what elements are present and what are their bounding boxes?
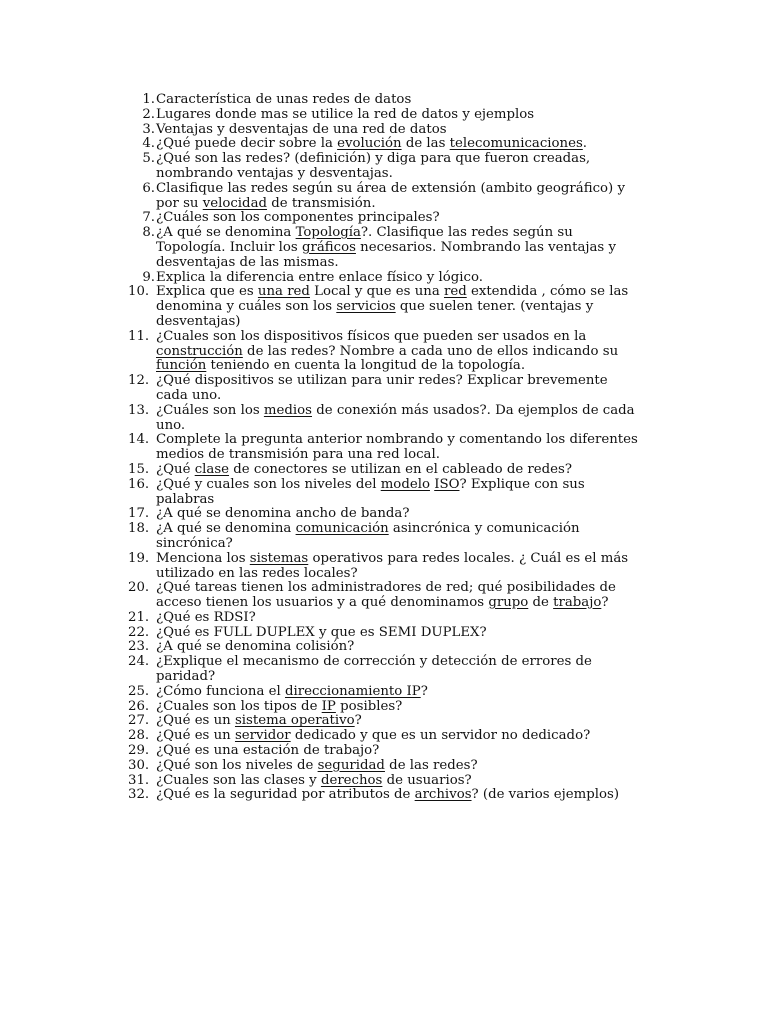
underlined-term: ISO [434,476,460,492]
underlined-term: telecomunicaciones [449,136,583,152]
question-text [156,210,440,225]
underlined-term: sistema operativo [234,713,355,729]
question-text-segment: ¿Explique el mecanismo de corrección y detección de errores de paridad? [156,654,592,685]
question-item [128,522,638,552]
question-text-segment: ¿Qué y cuales son los niveles del [156,476,381,492]
question-item [128,729,638,744]
question-number: 20. [128,580,150,596]
question-item [128,463,638,478]
question-text-segment: de conectores se utilizan en el cableado de redes? [229,461,572,477]
question-text-segment: ¿Qué puede decir sobre la [156,136,338,152]
question-number: 25. [128,683,150,699]
underlined-term: gráficos [302,239,356,255]
question-number: 16. [128,476,150,492]
question-item [128,182,638,212]
question-item [128,433,638,463]
question-text-segment: ¿Qué es RDSI? [156,609,256,625]
question-text-segment: Ventajas y desventajas de una red de datos [156,121,447,137]
question-text-segment: ¿Cuales son los tipos de [156,698,322,714]
underlined-term: seguridad [317,757,385,773]
question-item [128,404,638,434]
question-text [156,580,616,610]
underlined-term: construcción [156,343,243,359]
underlined-term: una red [257,284,310,300]
question-text [156,610,256,625]
question-text-segment: ¿Qué es una estación de trabajo? [156,743,380,759]
underlined-term: clase [194,461,230,477]
question-number: 22. [128,624,150,640]
question-item [128,552,638,582]
question-item [128,226,638,270]
question-text [156,787,619,802]
underlined-term: direccionamiento IP [284,683,421,699]
question-text-segment: ¿Cómo funciona el [156,683,285,699]
question-number: 2. [142,106,155,122]
question-text [156,699,402,714]
question-text [156,758,478,773]
underlined-term: Topología [295,225,361,241]
question-text-segment: Lugares donde mas se utilice la red de datos y ejemplos [156,106,535,122]
question-text [156,122,447,137]
question-item [128,788,638,803]
question-text-segment: ¿Cuáles son los [156,402,264,418]
question-text [156,506,410,521]
question-text [156,684,428,699]
question-text-segment: ? [601,595,609,611]
question-number: 23. [128,639,150,655]
question-text [156,462,572,477]
question-text-segment: ¿A qué se denomina [156,521,296,537]
question-number: 9. [142,269,155,285]
underlined-term: velocidad [202,195,268,211]
question-text-segment: ¿Qué tareas tienen los administradores de red; qué posibilidades de acceso tienen los usuarios y a qué denominamos [156,580,616,611]
question-number: 4. [142,136,155,152]
question-text [156,329,618,374]
underlined-term: red [443,284,467,300]
question-text [156,151,590,181]
question-number: 30. [128,757,150,773]
question-text-segment: asincrónica y comunicación sincrónica? [156,521,580,551]
question-text-segment: ¿Qué es la seguridad por atributos de [156,787,415,803]
underlined-term: archivos [414,787,472,803]
question-text-segment: ¿Qué es FULL DUPLEX y que es SEMI DUPLEX? [156,624,487,640]
question-number: 12. [128,373,150,389]
question-number: 11. [128,328,150,344]
question-text [156,773,472,788]
question-text [156,92,411,107]
question-item [128,774,638,789]
question-number: 3. [142,121,155,137]
question-text-segment: Explica la diferencia entre enlace físico y lógico. [156,269,483,285]
question-number: 6. [142,180,155,196]
question-number: 28. [128,728,150,744]
question-text [156,373,608,403]
question-text-segment: ¿Cuáles son los componentes principales? [156,210,440,226]
question-text-segment: necesarios. Nombrando las ventajas y desventajas de las mismas. [156,239,616,270]
question-text-segment: posibles? [335,698,403,714]
question-item [128,744,638,759]
question-item [128,655,638,685]
underlined-term: función [156,358,207,374]
question-text [156,270,483,285]
question-text [156,743,379,758]
question-item [128,685,638,700]
underlined-term: derechos [320,772,383,788]
question-list [128,93,638,803]
question-text-segment: . [582,136,588,152]
question-text-segment: dedicado y que es un servidor no dedicado? [290,728,591,744]
question-text [156,639,354,654]
question-item [128,478,638,508]
question-item [128,108,638,123]
question-text-segment: que suelen tener. (ventajas y desventajas) [156,299,594,329]
question-item [128,640,638,655]
question-text-segment: ¿Cuales son las clases y [156,772,321,788]
question-text-segment: ¿Qué es un [156,728,235,744]
question-text-segment: ¿A qué se denomina ancho de banda? [156,506,410,522]
question-text [156,521,580,551]
question-number: 13. [128,402,150,418]
question-number: 27. [128,713,150,729]
question-item [128,93,638,108]
question-number: 17. [128,506,150,522]
question-item [128,611,638,626]
question-text-segment: de las [401,136,450,152]
question-text [156,713,362,728]
question-number: 21. [128,609,150,625]
question-item [128,285,638,329]
question-text-segment: ? (de varios ejemplos) [471,787,620,803]
question-text-segment: ¿A qué se denomina [156,225,296,241]
question-text [156,551,628,581]
question-text-segment: de las redes? [384,757,478,773]
underlined-term: sistemas [249,550,309,566]
underlined-term: servidor [234,728,291,744]
question-item [128,507,638,522]
question-number: 19. [128,550,150,566]
question-text [156,225,616,270]
question-item [128,330,638,374]
question-text-segment: ¿Qué [156,461,195,477]
question-text [156,136,587,151]
question-text-segment: ?. Clasifique las redes según su Topología. Incluir los [156,225,573,255]
question-text-segment: ¿Qué dispositivos se utilizan para unir redes? Explicar brevemente cada uno. [156,373,608,403]
underlined-term: grupo [488,595,529,611]
question-number: 24. [128,654,150,670]
underlined-term: comunicación [295,521,389,537]
question-text [156,477,585,507]
question-number: 31. [128,772,150,788]
question-item [128,211,638,226]
underlined-term: evolución [337,136,402,152]
question-text-segment: Complete la pregunta anterior nombrando y comentando los diferentes medios de transmisión para una red local. [156,432,638,463]
question-text-segment: extendida , cómo se las denomina y cuáles son los [156,284,629,315]
question-text-segment: ? [420,683,428,699]
question-item [128,626,638,641]
underlined-term: trabajo [553,595,602,611]
question-text [156,284,628,329]
question-text-segment: ¿Qué son los niveles de [156,757,318,773]
question-number: 1. [142,92,155,107]
question-item [128,759,638,774]
question-text-segment: ¿Cuales son los dispositivos físicos que pueden ser usados en la [156,328,587,344]
question-text-segment: de usuarios? [382,772,472,788]
question-number: 32. [128,787,150,803]
question-number: 10. [128,284,150,300]
question-text-segment: ? [354,713,362,729]
question-text [156,107,534,122]
question-item [128,271,638,286]
question-text-segment: ¿Qué es un [156,713,235,729]
question-text-segment: de transmisión. [267,195,376,211]
question-number: 14. [128,432,150,448]
question-text-segment: Local y que es una [309,284,444,300]
question-text-segment: Característica de unas redes de datos [156,92,412,107]
question-text-segment: Explica que es [156,284,258,300]
question-number: 15. [128,461,150,477]
question-text-segment: ¿Qué son las redes? (definición) y diga para que fueron creadas, nombrando ventajas y desventajas. [156,151,591,181]
question-item [128,581,638,611]
underlined-term: medios [263,402,312,418]
question-text-segment: de conexión más usados?. Da ejemplos de cada uno. [156,402,635,433]
question-text-segment: ¿A qué se denomina colisión? [156,639,355,655]
question-text-segment: Clasifique las redes según su área de extensión (ambito geográfico) y por su [156,180,625,211]
question-item [128,137,638,152]
question-text [156,181,625,211]
question-text [156,432,638,462]
question-text [156,625,487,640]
question-text [156,654,592,684]
question-number: 8. [142,225,155,241]
question-number: 7. [142,210,155,226]
underlined-term: modelo [380,476,430,492]
question-text-segment: teniendo en cuenta la longitud de la topología. [206,358,526,374]
question-text-segment: operativos para redes locales. ¿ Cuál es el más utilizado en las redes locales? [156,550,629,581]
underlined-term: IP [321,698,336,714]
question-number: 5. [142,151,155,167]
question-item [128,374,638,404]
question-text-segment: ? Explique con sus palabras [156,476,585,507]
question-item [128,152,638,182]
question-number: 18. [128,521,150,537]
question-item [128,123,638,138]
question-number: 29. [128,743,150,759]
underlined-term: servicios [336,299,396,315]
question-text-segment: de [528,595,554,611]
question-item [128,700,638,715]
question-text [156,728,590,743]
question-text [156,403,635,433]
question-text-segment: Menciona los [156,550,250,566]
question-number: 26. [128,698,150,714]
question-item [128,714,638,729]
question-text-segment: de las redes? Nombre a cada uno de ellos indicando su [242,343,619,359]
